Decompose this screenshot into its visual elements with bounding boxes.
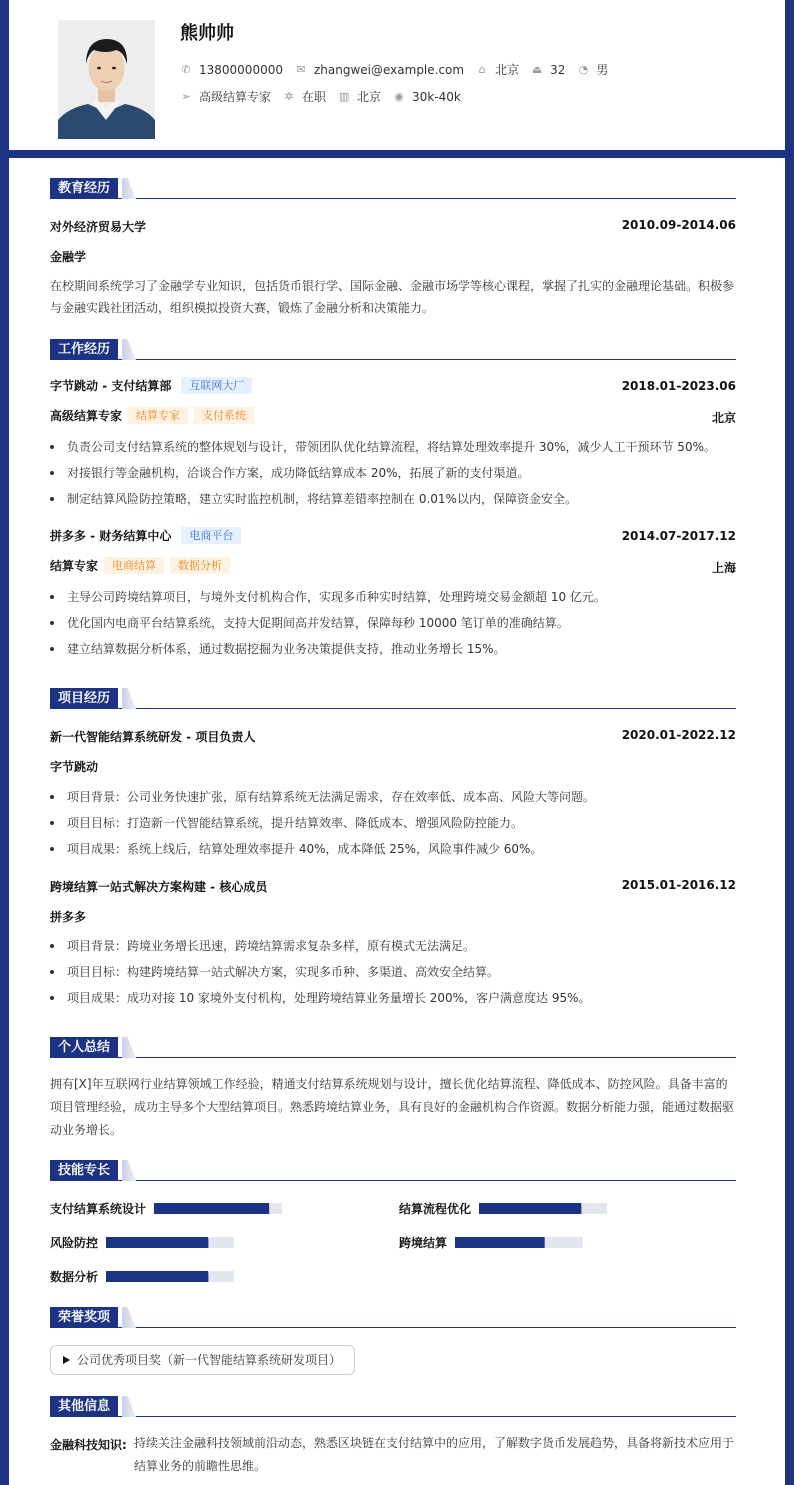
list-item: 主导公司跨境结算项目，与境外支付机构合作，实现多币种实时结算，处理跨境交易金额超 10 亿元。: [50, 588, 606, 605]
position-text: 高级结算专家: [199, 90, 272, 104]
work-period: 2018.01-2023.06: [621, 379, 736, 393]
education-period: 2010.09-2014.06: [621, 218, 736, 232]
age-icon: ⏏: [531, 62, 543, 76]
role-name: 结算专家: [50, 559, 99, 573]
gear-icon: ✲: [284, 89, 294, 103]
gender-icon: ◔: [578, 62, 589, 76]
project-title: 跨境结算一站式解决方案构建 - 核心成员: [50, 880, 268, 894]
role-tag: 电商结算: [104, 557, 164, 574]
work-city: 上海: [711, 561, 736, 575]
age-text: 32: [550, 62, 566, 77]
list-item: 项目背景：公司业务快速扩张，原有结算系统无法满足需求，存在效率低、成本高、风险大等问题。: [50, 788, 595, 805]
other-line-1: 持续关注金融科技领域前沿动态，熟悉区块链在支付结算中的应用，了解数字货币发展趋势，具备将新技术应用于: [134, 1436, 735, 1450]
gender-text: 男: [596, 63, 609, 77]
section-title: 教育经历: [50, 178, 118, 199]
list-item: 项目成果：成功对接 10 家境外支付机构，处理跨境结算业务量增长 200%，客户满意度达 95%。: [50, 989, 591, 1006]
section-title: 工作经历: [50, 339, 118, 360]
summary-line-3: 动业务增长。: [50, 1123, 123, 1137]
skill-name: 支付结算系统设计: [50, 1202, 147, 1216]
section-skills-header: [50, 1157, 736, 1181]
project-org: 字节跳动: [50, 760, 99, 774]
list-item: 优化国内电商平台结算系统，支持大促期间高并发结算，保障每秒 10000 笔订单的准确结算。: [50, 614, 569, 631]
work-item-2-company: [50, 527, 241, 544]
skill-bar-fill: [479, 1203, 581, 1214]
contact-row: [180, 61, 620, 78]
project-period: 2020.01-2022.12: [621, 728, 736, 742]
status-text: 在职: [302, 90, 327, 104]
project-org: 拼多多: [50, 910, 87, 924]
section-title: 项目经历: [50, 688, 118, 709]
avatar: [58, 20, 155, 139]
triangle-icon: [63, 1356, 70, 1364]
company-name: 拼多多 - 财务结算中心: [50, 529, 172, 543]
summary-line-1: 拥有[X]年互联网行业结算领域工作经验，精通支付结算系统规划与设计，擅长优化结算流程、降低成本、防控风险。具备丰富的: [50, 1077, 728, 1091]
skill-bar-fill: [106, 1271, 208, 1282]
city-text: 北京: [495, 63, 520, 77]
role-name: 高级结算专家: [50, 409, 123, 423]
job-intent-row: [180, 88, 473, 105]
list-item: 项目背景：跨境业务增长迅速，跨境结算需求复杂多样，原有模式无法满足。: [50, 937, 475, 954]
skill-name: 数据分析: [50, 1270, 99, 1284]
section-title: 技能专长: [50, 1160, 118, 1181]
list-item: 建立结算数据分析体系，通过数据挖掘为业务决策提供支持，推动业务增长 15%。: [50, 640, 506, 657]
other-line-2: 结算业务的前瞻性思维。: [134, 1459, 267, 1473]
resume-header: [0, 0, 794, 158]
phone-text: 13800000000: [199, 62, 283, 77]
skill-bar-fill: [154, 1203, 269, 1214]
work-item-2-role: [50, 557, 230, 574]
candidate-name: 熊帅帅: [180, 23, 234, 44]
list-item: 项目目标：打造新一代智能结算系统，提升结算效率、降低成本、增强风险防控能力。: [50, 814, 523, 831]
skill-bar: [106, 1271, 234, 1282]
skill-bar: [106, 1237, 234, 1248]
company-tag: 电商平台: [181, 527, 241, 544]
list-item: 项目成果：系统上线后，结算处理效率提升 40%，成本降低 25%，风险事件减少 60%。: [50, 840, 542, 857]
skill-name: 结算流程优化: [399, 1202, 472, 1216]
work-item-1-company: [50, 377, 252, 394]
section-work-header: [50, 336, 736, 360]
list-item: 负责公司支付结算系统的整体规划与设计，带领团队优化结算流程，将结算处理效率提升 30%，减少人工干预环节 50%。: [50, 438, 716, 455]
company-tag: 互联网大厂: [181, 377, 252, 394]
work-city: 北京: [711, 411, 736, 425]
other-label: 金融科技知识:: [50, 1438, 127, 1452]
skill-name: 风险防控: [50, 1236, 99, 1250]
section-title: 其他信息: [50, 1396, 118, 1417]
money-icon: ◉: [394, 89, 404, 103]
project-period: 2015.01-2016.12: [621, 878, 736, 892]
summary-line-2: 项目管理经验，成功主导多个大型结算项目。熟悉跨境结算业务，具有良好的金融机构合作资源。数据分析能力强，能通过数据驱: [50, 1100, 735, 1114]
role-tag: 结算专家: [128, 407, 188, 424]
project-title: 新一代智能结算系统研发 - 项目负责人: [50, 730, 256, 744]
email-text: zhangwei@example.com: [313, 62, 465, 77]
skill-bar-fill: [106, 1237, 208, 1248]
mail-icon: ✉: [296, 62, 306, 76]
award-text: 公司优秀项目奖（新一代智能结算系统研发项目）: [77, 1353, 342, 1367]
section-education-header: [50, 175, 736, 199]
company-name: 字节跳动 - 支付结算部: [50, 379, 172, 393]
role-tag: 数据分析: [170, 557, 230, 574]
building-icon: ▥: [338, 89, 350, 103]
section-summary-header: [50, 1034, 736, 1058]
list-item: 项目目标：构建跨境结算一站式解决方案，实现多币种、多渠道、高效安全结算。: [50, 963, 499, 980]
target-city-text: 北京: [357, 90, 382, 104]
section-title: 个人总结: [50, 1037, 118, 1058]
education-desc-line-2: 与金融实践社团活动，组织模拟投资大赛，锻炼了金融分析和决策能力。: [50, 301, 435, 315]
section-awards-header: [50, 1304, 736, 1328]
send-icon: ➢: [181, 89, 191, 103]
section-title: 荣誉奖项: [50, 1307, 118, 1328]
section-projects-header: [50, 685, 736, 709]
role-tag: 支付系统: [194, 407, 254, 424]
skill-bar-fill: [455, 1237, 545, 1248]
work-period: 2014.07-2017.12: [621, 529, 736, 543]
phone-icon: ✆: [181, 62, 191, 76]
list-item: 制定结算风险防控策略，建立实时监控机制，将结算差错率控制在 0.01%以内，保障资金安全。: [50, 490, 577, 507]
salary-text: 30k-40k: [412, 89, 461, 104]
skill-bar: [154, 1203, 282, 1214]
skill-name: 跨境结算: [399, 1236, 448, 1250]
award-item: [50, 1345, 355, 1375]
major-name: 金融学: [50, 250, 87, 264]
work-item-1-role: [50, 407, 254, 424]
skill-bar: [455, 1237, 583, 1248]
section-other-header: [50, 1393, 736, 1417]
school-name: 对外经济贸易大学: [50, 220, 147, 234]
education-desc-line-1: 在校期间系统学习了金融学专业知识，包括货币银行学、国际金融、金融市场学等核心课程，掌握了扎实的金融理论基础。积极参: [50, 279, 735, 293]
list-item: 对接银行等金融机构，洽谈合作方案，成功降低结算成本 20%，拓展了新的支付渠道。: [50, 464, 530, 481]
skill-bar: [479, 1203, 607, 1214]
home-icon: ⌂: [478, 62, 486, 76]
